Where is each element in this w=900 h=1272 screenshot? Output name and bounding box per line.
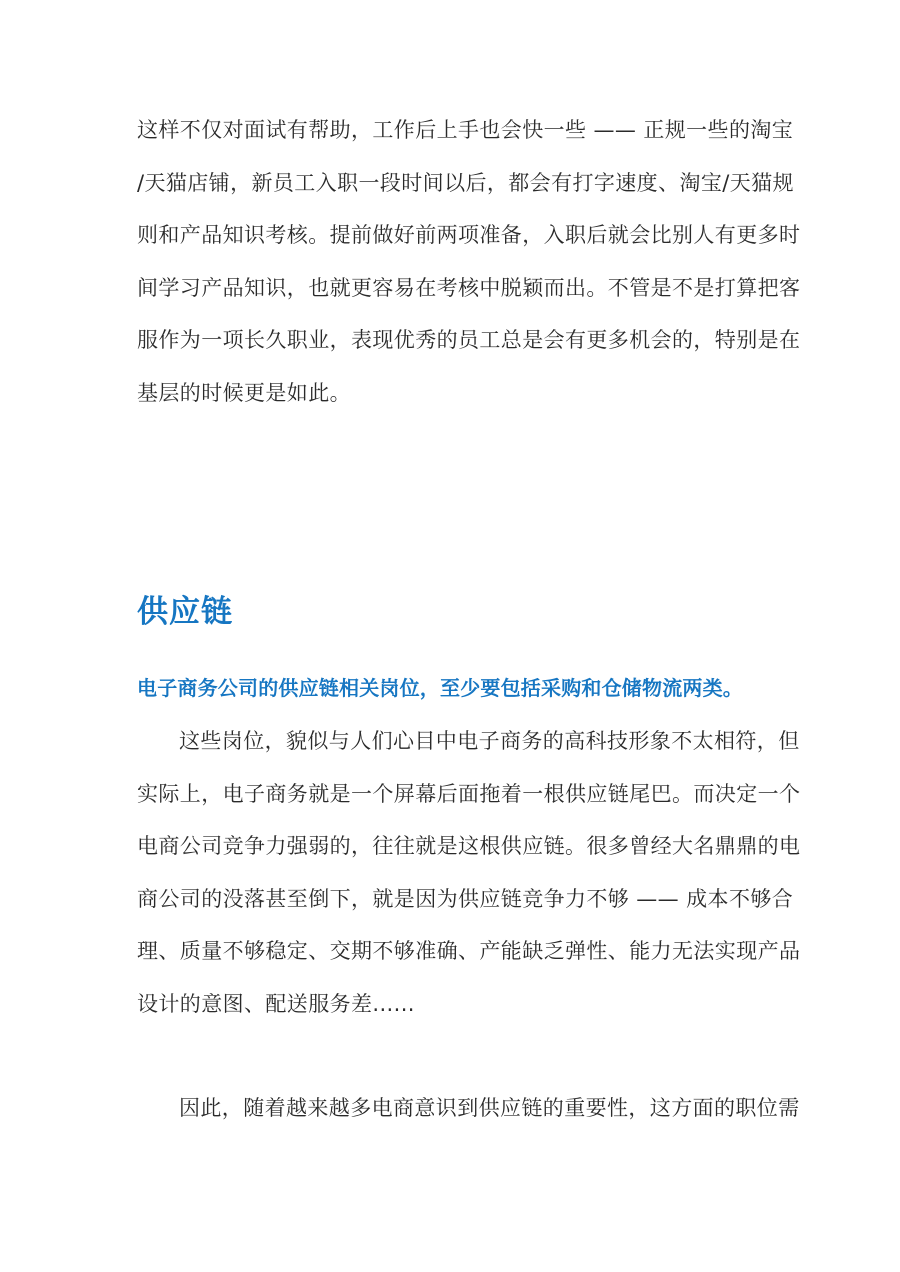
intro-line-4: 间学习产品知识，也就更容易在考核中脱颖而出。不管是不是打算把客 [137, 275, 801, 300]
body-line-3: 电商公司竞争力强弱的，往往就是这根供应链。很多曾经大名鼎鼎的电 [137, 834, 801, 859]
body-line-6: 设计的意图、配送服务差...... [137, 991, 415, 1016]
intro-line-3: 则和产品知识考核。提前做好前两项准备，入职后就会比别人有更多时 [137, 223, 801, 248]
body-line-5: 理、质量不够稳定、交期不够准确、产能缺乏弹性、能力无法实现产品 [137, 939, 801, 964]
intro-paragraph [137, 104, 801, 420]
section-subheading: 电子商务公司的供应链相关岗位，至少要包括采购和仓储物流两类。 [137, 676, 743, 700]
intro-line-2: /天猫店铺，新员工入职一段时间以后，都会有打字速度、淘宝/天猫规 [137, 170, 794, 195]
intro-line-5: 服作为一项长久职业，表现优秀的员工总是会有更多机会的，特别是在 [137, 328, 801, 353]
body-line-1: 这些岗位，貌似与人们心目中电子商务的高科技形象不太相符，但 [179, 729, 800, 753]
section-heading: 供应链 [137, 594, 233, 630]
intro-line-1: 这样不仅对面试有帮助，工作后上手也会快一些 —— 正规一些的淘宝 [137, 118, 794, 142]
closing-line: 因此，随着越来越多电商意识到供应链的重要性，这方面的职位需 [179, 1096, 800, 1120]
section-body-paragraph [137, 715, 801, 1031]
closing-paragraph [137, 1082, 800, 1135]
body-line-2: 实际上，电子商务就是一个屏幕后面拖着一根供应链尾巴。而决定一个 [137, 781, 801, 806]
body-line-4: 商公司的没落甚至倒下，就是因为供应链竞争力不够 —— 成本不够合 [137, 886, 794, 911]
intro-line-6: 基层的时候更是如此。 [137, 380, 351, 405]
